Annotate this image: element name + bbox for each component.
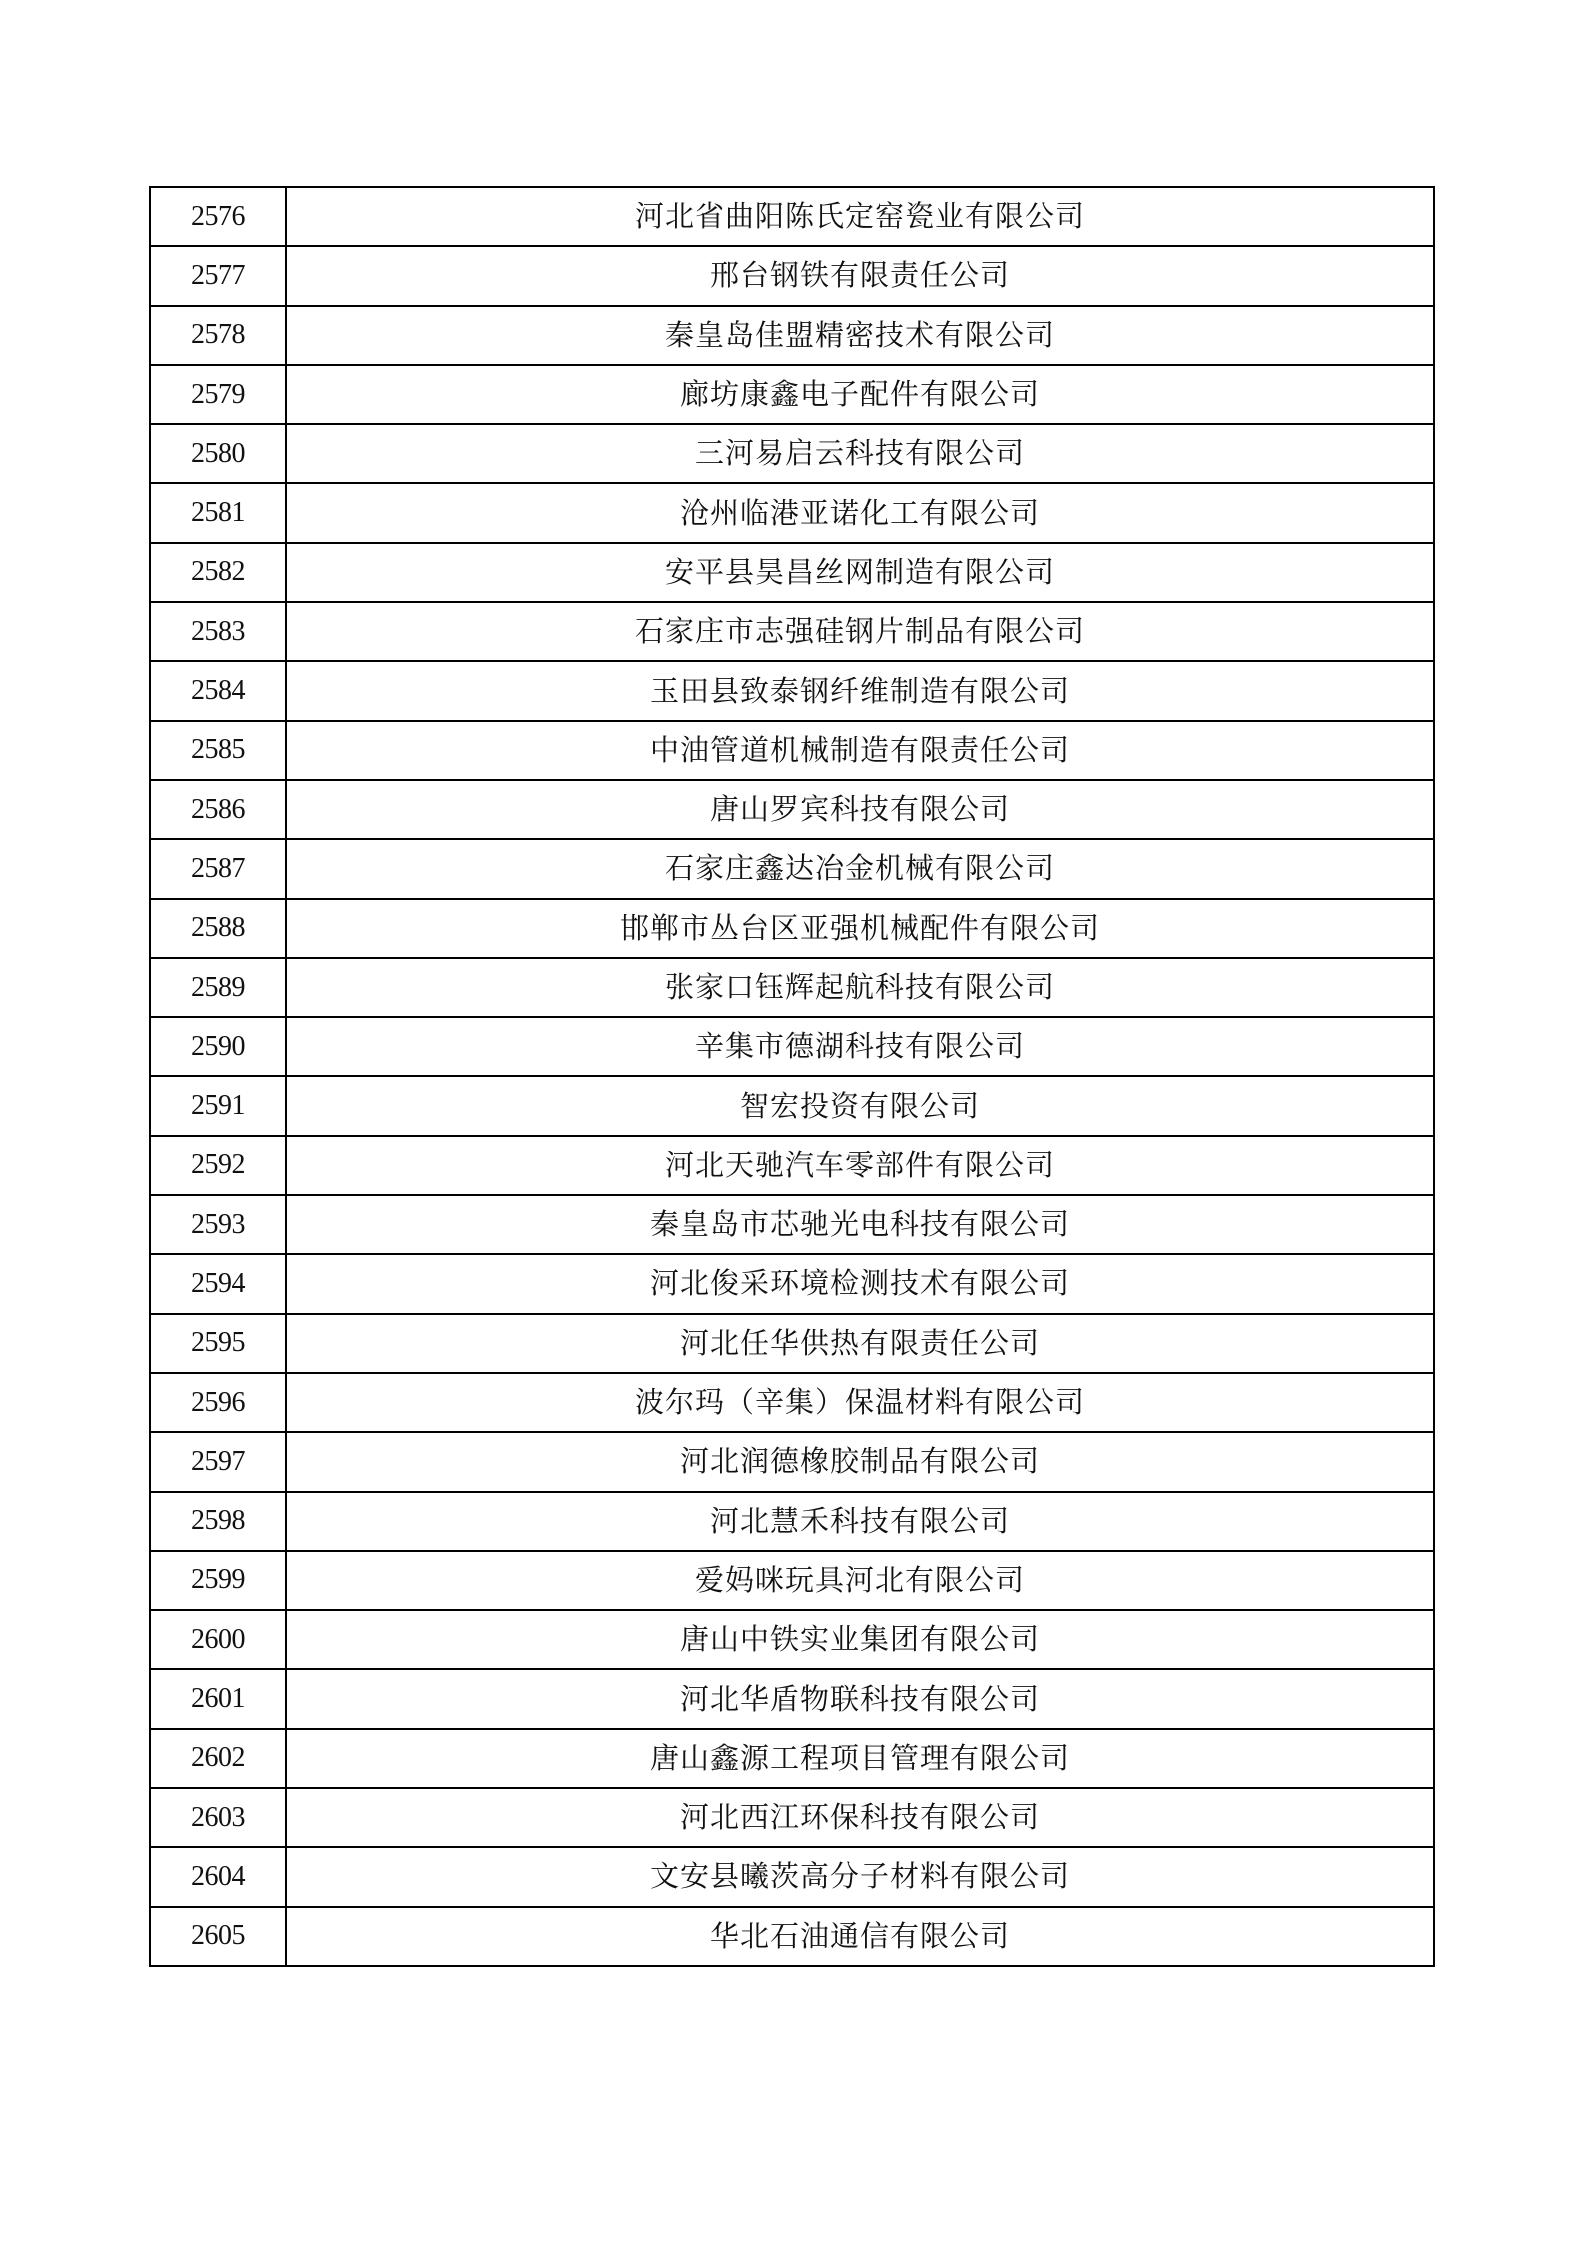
row-number: 2582 — [150, 543, 286, 602]
company-list-table — [149, 186, 1435, 1967]
company-name: 中油管道机械制造有限责任公司 — [286, 721, 1434, 780]
company-name: 河北天驰汽车零部件有限公司 — [286, 1136, 1434, 1195]
table-row — [150, 839, 1434, 898]
table-row — [150, 958, 1434, 1017]
row-number: 2589 — [150, 958, 286, 1017]
table-row — [150, 721, 1434, 780]
company-name: 三河易启云科技有限公司 — [286, 424, 1434, 483]
company-name: 廊坊康鑫电子配件有限公司 — [286, 365, 1434, 424]
table-row — [150, 899, 1434, 958]
company-name: 张家口钰辉起航科技有限公司 — [286, 958, 1434, 1017]
row-number: 2583 — [150, 602, 286, 661]
company-name: 爱妈咪玩具河北有限公司 — [286, 1551, 1434, 1610]
row-number: 2580 — [150, 424, 286, 483]
table-row — [150, 1136, 1434, 1195]
row-number: 2577 — [150, 246, 286, 305]
company-name: 玉田县致泰钢纤维制造有限公司 — [286, 661, 1434, 720]
company-name: 石家庄鑫达冶金机械有限公司 — [286, 839, 1434, 898]
company-name: 河北润德橡胶制品有限公司 — [286, 1432, 1434, 1491]
row-number: 2604 — [150, 1847, 286, 1906]
table-row — [150, 1314, 1434, 1373]
table-row — [150, 543, 1434, 602]
row-number: 2576 — [150, 187, 286, 246]
table-row — [150, 1729, 1434, 1788]
table-row — [150, 1432, 1434, 1491]
company-name: 河北省曲阳陈氏定窑瓷业有限公司 — [286, 187, 1434, 246]
company-name: 邢台钢铁有限责任公司 — [286, 246, 1434, 305]
row-number: 2590 — [150, 1017, 286, 1076]
row-number: 2594 — [150, 1254, 286, 1313]
table-row — [150, 306, 1434, 365]
row-number: 2592 — [150, 1136, 286, 1195]
company-name: 石家庄市志强硅钢片制品有限公司 — [286, 602, 1434, 661]
table-row — [150, 1017, 1434, 1076]
company-name: 河北慧禾科技有限公司 — [286, 1492, 1434, 1551]
company-name: 波尔玛（辛集）保温材料有限公司 — [286, 1373, 1434, 1432]
row-number: 2578 — [150, 306, 286, 365]
row-number: 2588 — [150, 899, 286, 958]
table-row — [150, 246, 1434, 305]
row-number: 2584 — [150, 661, 286, 720]
table-row — [150, 1847, 1434, 1906]
row-number: 2600 — [150, 1610, 286, 1669]
table-row — [150, 1788, 1434, 1847]
table-row — [150, 1551, 1434, 1610]
company-name: 唐山罗宾科技有限公司 — [286, 780, 1434, 839]
company-name: 秦皇岛市芯驰光电科技有限公司 — [286, 1195, 1434, 1254]
row-number: 2581 — [150, 483, 286, 542]
table-row — [150, 1373, 1434, 1432]
row-number: 2591 — [150, 1076, 286, 1135]
company-name: 河北俊采环境检测技术有限公司 — [286, 1254, 1434, 1313]
row-number: 2596 — [150, 1373, 286, 1432]
table-row — [150, 780, 1434, 839]
company-name: 辛集市德湖科技有限公司 — [286, 1017, 1434, 1076]
company-name: 唐山中铁实业集团有限公司 — [286, 1610, 1434, 1669]
company-name: 沧州临港亚诺化工有限公司 — [286, 483, 1434, 542]
company-name: 唐山鑫源工程项目管理有限公司 — [286, 1729, 1434, 1788]
row-number: 2585 — [150, 721, 286, 780]
row-number: 2597 — [150, 1432, 286, 1491]
company-name: 河北华盾物联科技有限公司 — [286, 1669, 1434, 1728]
row-number: 2605 — [150, 1907, 286, 1966]
company-name: 文安县曦茨高分子材料有限公司 — [286, 1847, 1434, 1906]
table-row — [150, 1610, 1434, 1669]
table-row — [150, 602, 1434, 661]
table-row — [150, 187, 1434, 246]
table-row — [150, 1195, 1434, 1254]
row-number: 2579 — [150, 365, 286, 424]
table-row — [150, 1907, 1434, 1966]
row-number: 2602 — [150, 1729, 286, 1788]
row-number: 2601 — [150, 1669, 286, 1728]
row-number: 2587 — [150, 839, 286, 898]
row-number: 2593 — [150, 1195, 286, 1254]
company-name: 河北西江环保科技有限公司 — [286, 1788, 1434, 1847]
row-number: 2595 — [150, 1314, 286, 1373]
table-row — [150, 1076, 1434, 1135]
table-body — [150, 187, 1434, 1966]
table-row — [150, 661, 1434, 720]
row-number: 2603 — [150, 1788, 286, 1847]
row-number: 2598 — [150, 1492, 286, 1551]
company-name: 华北石油通信有限公司 — [286, 1907, 1434, 1966]
table-row — [150, 424, 1434, 483]
row-number: 2599 — [150, 1551, 286, 1610]
company-name: 安平县昊昌丝网制造有限公司 — [286, 543, 1434, 602]
company-name: 河北任华供热有限责任公司 — [286, 1314, 1434, 1373]
row-number: 2586 — [150, 780, 286, 839]
table-row — [150, 1254, 1434, 1313]
company-name: 邯郸市丛台区亚强机械配件有限公司 — [286, 899, 1434, 958]
table-row — [150, 1669, 1434, 1728]
table-row — [150, 483, 1434, 542]
company-name: 秦皇岛佳盟精密技术有限公司 — [286, 306, 1434, 365]
company-name: 智宏投资有限公司 — [286, 1076, 1434, 1135]
table-row — [150, 365, 1434, 424]
table-row — [150, 1492, 1434, 1551]
